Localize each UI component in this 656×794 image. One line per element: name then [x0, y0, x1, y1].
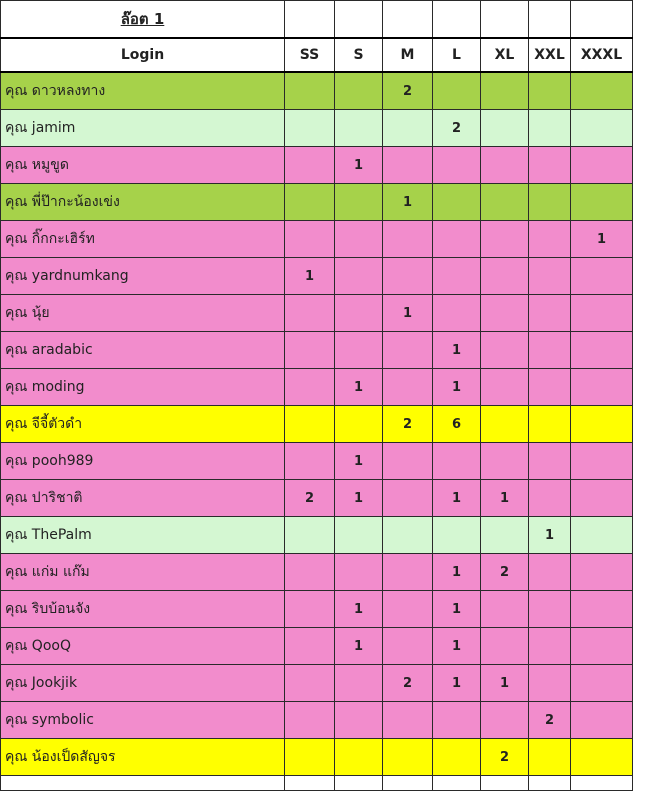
login-name-cell: คุณ พี่ป๊ากะน้องเข่ง — [1, 184, 285, 221]
size-quantity-cell — [529, 184, 571, 221]
size-quantity-cell: 1 — [383, 295, 433, 332]
size-quantity-cell: 1 — [481, 665, 529, 702]
size-quantity-cell — [285, 110, 335, 147]
size-quantity-cell — [529, 258, 571, 295]
size-quantity-cell — [285, 332, 335, 369]
size-quantity-cell — [383, 110, 433, 147]
table-row-partial — [1, 776, 633, 791]
size-quantity-cell — [571, 147, 633, 184]
size-quantity-cell — [285, 72, 335, 110]
size-quantity-cell — [285, 184, 335, 221]
table-row — [1, 517, 633, 554]
table-row — [1, 480, 633, 517]
size-quantity-cell — [571, 184, 633, 221]
column-header-xl: XL — [481, 38, 529, 72]
size-quantity-cell — [481, 591, 529, 628]
size-quantity-cell — [481, 110, 529, 147]
size-quantity-cell — [285, 628, 335, 665]
login-name-cell: คุณ ThePalm — [1, 517, 285, 554]
size-quantity-cell: 1 — [571, 221, 633, 258]
size-quantity-cell — [285, 443, 335, 480]
size-quantity-cell — [529, 332, 571, 369]
size-quantity-cell — [529, 295, 571, 332]
size-quantity-cell — [433, 295, 481, 332]
table-row — [1, 147, 633, 184]
size-quantity-cell — [481, 517, 529, 554]
size-quantity-cell — [571, 591, 633, 628]
size-quantity-cell — [571, 665, 633, 702]
size-quantity-cell — [481, 702, 529, 739]
size-quantity-cell — [571, 369, 633, 406]
size-quantity-cell: 1 — [433, 332, 481, 369]
size-quantity-cell — [571, 295, 633, 332]
size-quantity-cell — [481, 72, 529, 110]
login-name-cell: คุณ QooQ — [1, 628, 285, 665]
table-row — [1, 702, 633, 739]
size-quantity-cell: 1 — [335, 443, 383, 480]
size-quantity-cell: 1 — [335, 628, 383, 665]
size-quantity-cell — [571, 406, 633, 443]
table-row — [1, 443, 633, 480]
size-quantity-cell — [383, 443, 433, 480]
size-quantity-cell — [529, 110, 571, 147]
size-quantity-cell: 1 — [529, 517, 571, 554]
size-quantity-cell — [529, 443, 571, 480]
size-quantity-cell: 2 — [529, 702, 571, 739]
size-quantity-cell — [571, 72, 633, 110]
size-quantity-cell — [335, 221, 383, 258]
login-name-cell: คุณ jamim — [1, 110, 285, 147]
size-quantity-cell — [383, 702, 433, 739]
size-quantity-cell — [481, 406, 529, 443]
size-quantity-cell: 1 — [433, 369, 481, 406]
size-quantity-cell — [383, 628, 433, 665]
login-name-cell: คุณ กิ๊กกะเฮิร์ท — [1, 221, 285, 258]
column-header-xxl: XXL — [529, 38, 571, 72]
size-quantity-cell — [285, 369, 335, 406]
size-quantity-cell — [571, 554, 633, 591]
size-quantity-cell — [335, 665, 383, 702]
login-name-cell: คุณ symbolic — [1, 702, 285, 739]
size-quantity-cell — [433, 147, 481, 184]
size-quantity-cell — [383, 332, 433, 369]
table-row — [1, 221, 633, 258]
size-quantity-cell: 1 — [433, 591, 481, 628]
column-header-s: S — [335, 38, 383, 72]
size-quantity-cell — [571, 702, 633, 739]
size-quantity-cell: 1 — [285, 258, 335, 295]
size-quantity-cell — [433, 739, 481, 776]
size-quantity-cell — [383, 739, 433, 776]
size-quantity-cell — [481, 184, 529, 221]
size-quantity-cell — [285, 591, 335, 628]
size-quantity-cell — [335, 72, 383, 110]
size-quantity-cell — [481, 258, 529, 295]
size-quantity-cell: 1 — [335, 369, 383, 406]
size-quantity-cell: 2 — [383, 665, 433, 702]
login-name-cell: คุณ จีจี้ตัวดำ — [1, 406, 285, 443]
size-quantity-cell — [383, 554, 433, 591]
size-quantity-cell: 1 — [335, 480, 383, 517]
table-row — [1, 406, 633, 443]
size-quantity-cell — [335, 517, 383, 554]
login-name-cell: คุณ ดาวหลงทาง — [1, 72, 285, 110]
size-quantity-cell — [383, 480, 433, 517]
column-header-l: L — [433, 38, 481, 72]
size-quantity-cell — [529, 591, 571, 628]
size-quantity-cell: 2 — [481, 554, 529, 591]
size-quantity-cell: 1 — [433, 628, 481, 665]
size-quantity-cell — [529, 147, 571, 184]
table-row — [1, 332, 633, 369]
size-quantity-cell: 1 — [383, 184, 433, 221]
size-quantity-cell — [529, 739, 571, 776]
login-name-cell: คุณ ปาริชาติ — [1, 480, 285, 517]
size-quantity-cell — [335, 258, 383, 295]
size-quantity-cell — [481, 221, 529, 258]
size-quantity-cell — [481, 628, 529, 665]
size-quantity-cell: 1 — [433, 480, 481, 517]
size-quantity-cell — [285, 739, 335, 776]
login-name-cell: คุณ pooh989 — [1, 443, 285, 480]
size-quantity-cell — [571, 628, 633, 665]
title-row — [1, 1, 633, 39]
size-quantity-cell — [335, 702, 383, 739]
login-name-cell: คุณ Jookjik — [1, 665, 285, 702]
size-quantity-cell: 1 — [335, 147, 383, 184]
size-quantity-cell — [285, 221, 335, 258]
login-name-cell: คุณ หมูขูด — [1, 147, 285, 184]
size-quantity-cell — [529, 628, 571, 665]
size-quantity-cell — [529, 369, 571, 406]
size-quantity-cell — [571, 480, 633, 517]
table-row — [1, 184, 633, 221]
size-quantity-cell — [335, 554, 383, 591]
size-quantity-cell — [433, 221, 481, 258]
size-quantity-cell — [383, 258, 433, 295]
size-quantity-cell: 2 — [481, 739, 529, 776]
table-row — [1, 110, 633, 147]
table-row — [1, 554, 633, 591]
size-quantity-cell — [529, 554, 571, 591]
size-quantity-cell: 1 — [335, 591, 383, 628]
size-quantity-cell: 1 — [433, 554, 481, 591]
column-header-ss: SS — [285, 38, 335, 72]
size-quantity-cell — [529, 480, 571, 517]
size-quantity-cell — [433, 258, 481, 295]
size-quantity-cell: 2 — [433, 110, 481, 147]
size-quantity-cell — [383, 369, 433, 406]
column-header-m: M — [383, 38, 433, 72]
table-row — [1, 665, 633, 702]
size-quantity-cell — [529, 72, 571, 110]
table-row — [1, 628, 633, 665]
size-quantity-cell — [571, 332, 633, 369]
header-row — [1, 38, 633, 72]
login-name-cell: คุณ ริบบ้อนจัง — [1, 591, 285, 628]
size-quantity-cell — [529, 665, 571, 702]
table-row — [1, 739, 633, 776]
size-quantity-cell — [383, 221, 433, 258]
size-quantity-cell — [285, 554, 335, 591]
size-quantity-cell — [481, 147, 529, 184]
size-quantity-cell — [571, 443, 633, 480]
size-quantity-cell — [285, 665, 335, 702]
column-header-login: Login — [1, 38, 285, 72]
size-quantity-cell — [383, 147, 433, 184]
size-quantity-cell — [285, 517, 335, 554]
login-name-cell: คุณ น้องเป็ดสัญจร — [1, 739, 285, 776]
table-row — [1, 295, 633, 332]
size-quantity-cell — [481, 369, 529, 406]
size-quantity-cell — [481, 332, 529, 369]
sheet-title: ล๊อต 1 — [1, 1, 285, 39]
login-name-cell: คุณ yardnumkang — [1, 258, 285, 295]
size-quantity-cell — [571, 110, 633, 147]
size-quantity-cell — [529, 406, 571, 443]
size-quantity-cell — [433, 702, 481, 739]
table-row — [1, 369, 633, 406]
size-quantity-cell — [335, 110, 383, 147]
size-quantity-cell — [433, 72, 481, 110]
login-name-cell: คุณ aradabic — [1, 332, 285, 369]
size-quantity-cell — [335, 739, 383, 776]
size-quantity-cell — [285, 147, 335, 184]
login-name-cell: คุณ moding — [1, 369, 285, 406]
size-quantity-cell — [481, 443, 529, 480]
size-quantity-cell: 2 — [383, 406, 433, 443]
size-quantity-cell — [335, 184, 383, 221]
column-header-xxxl: XXXL — [571, 38, 633, 72]
table-row — [1, 258, 633, 295]
size-quantity-cell — [335, 332, 383, 369]
size-quantity-cell — [571, 739, 633, 776]
size-quantity-cell — [335, 295, 383, 332]
size-quantity-cell — [285, 702, 335, 739]
size-quantity-cell: 1 — [433, 665, 481, 702]
size-quantity-cell — [383, 517, 433, 554]
size-quantity-cell — [433, 184, 481, 221]
size-quantity-cell: 6 — [433, 406, 481, 443]
size-quantity-cell — [481, 295, 529, 332]
size-quantity-cell — [571, 258, 633, 295]
size-quantity-cell: 2 — [383, 72, 433, 110]
size-quantity-cell — [433, 443, 481, 480]
login-name-cell: คุณ นุ้ย — [1, 295, 285, 332]
size-quantity-cell — [285, 406, 335, 443]
size-quantity-cell — [571, 517, 633, 554]
login-name-cell: คุณ แก่ม แก๊ม — [1, 554, 285, 591]
size-quantity-cell — [383, 591, 433, 628]
size-quantity-cell — [335, 406, 383, 443]
table-row — [1, 72, 633, 110]
size-quantity-cell — [433, 517, 481, 554]
size-quantity-cell — [285, 295, 335, 332]
size-quantity-cell: 2 — [285, 480, 335, 517]
table-row — [1, 591, 633, 628]
size-quantity-cell — [529, 221, 571, 258]
size-quantity-cell: 1 — [481, 480, 529, 517]
